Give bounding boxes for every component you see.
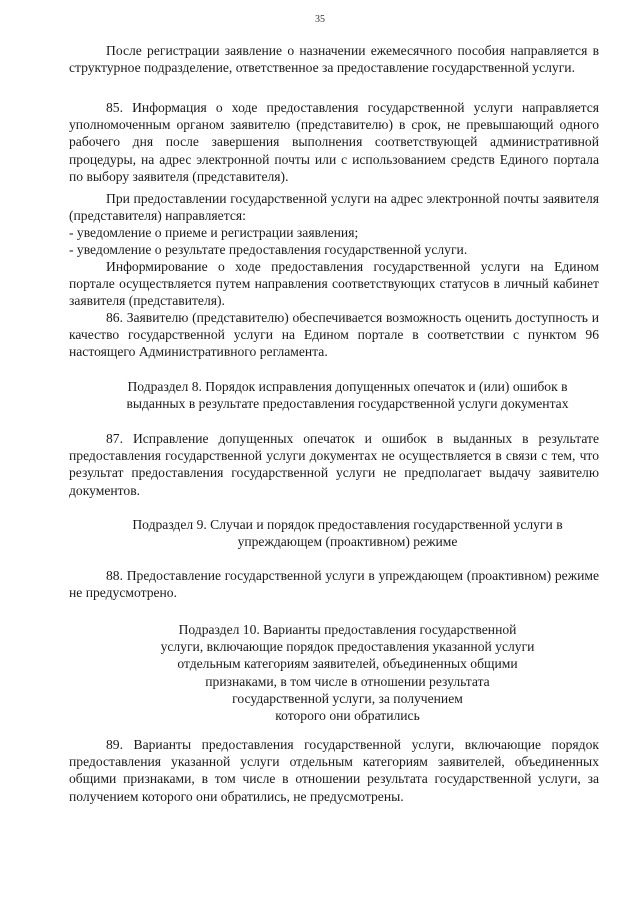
- heading-line: которого они обратились: [275, 708, 420, 724]
- paragraph-86: 86. Заявителю (представителю) обеспечивается возможность оценить доступность и качество государственной услуги на Едином портале в соответствии с пунктом 96 настоящего Административного регламента.: [69, 310, 599, 360]
- heading-line: выданных в результате предоставления государственной услуги документах: [126, 396, 569, 412]
- heading-line: признаками, в том числе в отношении результата: [205, 673, 490, 689]
- heading-line: Подраздел 8. Порядок исправления допущенных опечаток и (или) ошибок в: [127, 379, 568, 394]
- paragraph-email-notifications: При предоставлении государственной услуги на адрес электронной почты заявителя (представителя) направляется:: [69, 191, 599, 224]
- paragraph-85: 85. Информация о ходе предоставления государственной услуги направляется уполномоченным органом заявителю (представителю) в срок, не превышающий одного рабочего дня после завершения выполнения соответствующей административной процедуры, на адрес электронной почты или с использованием средств Единого портала по выбору заявителя (представителя).: [69, 100, 599, 184]
- paragraph-88: 88. Предоставление государственной услуги в упреждающем (проактивном) режиме не предусмотрено.: [69, 568, 599, 601]
- heading-line: отдельным категориям заявителей, объединенных общими: [177, 656, 518, 672]
- heading-line: Подраздел 10. Варианты предоставления государственной: [178, 622, 517, 637]
- list-item: - уведомление о результате предоставления государственной услуги.: [69, 242, 468, 257]
- paragraph-registration: После регистрации заявление о назначении ежемесячного пособия направляется в структурное подразделение, ответственное за предоставление государственной услуги.: [69, 43, 599, 76]
- heading-line: услуги, включающие порядок предоставления указанной услуги: [160, 639, 535, 655]
- paragraph-87: 87. Исправление допущенных опечаток и ошибок в выданных в результате предоставления государственной услуги документах не осуществляется в связи с тем, что результат предоставления государственной услуги не предполагает выдачу заявителю документов.: [69, 431, 599, 498]
- heading-line: государственной услуги, за получением: [232, 690, 463, 706]
- heading-line: упреждающем (проактивном) режиме: [237, 534, 458, 550]
- paragraph-portal-status: Информирование о ходе предоставления государственной услуги на Едином портале осуществляется путем направления соответствующих статусов в личный кабинет заявителя (представителя).: [69, 259, 599, 309]
- page-number: 35: [315, 14, 325, 25]
- subsection-10-heading: [95, 621, 600, 724]
- paragraph-89: 89. Варианты предоставления государственной услуги, включающие порядок предоставления указанной услуги отдельным категориям заявителей, объединенных общими признаками, в том числе в отношении результата государственной услуги, за получением которого они обратились, не предусмотрены.: [69, 737, 599, 804]
- list-item: - уведомление о приеме и регистрации заявления;: [69, 225, 359, 240]
- subsection-8-heading: [95, 378, 600, 412]
- subsection-9-heading: [95, 516, 600, 550]
- heading-line: Подраздел 9. Случаи и порядок предоставления государственной услуги в: [132, 517, 563, 532]
